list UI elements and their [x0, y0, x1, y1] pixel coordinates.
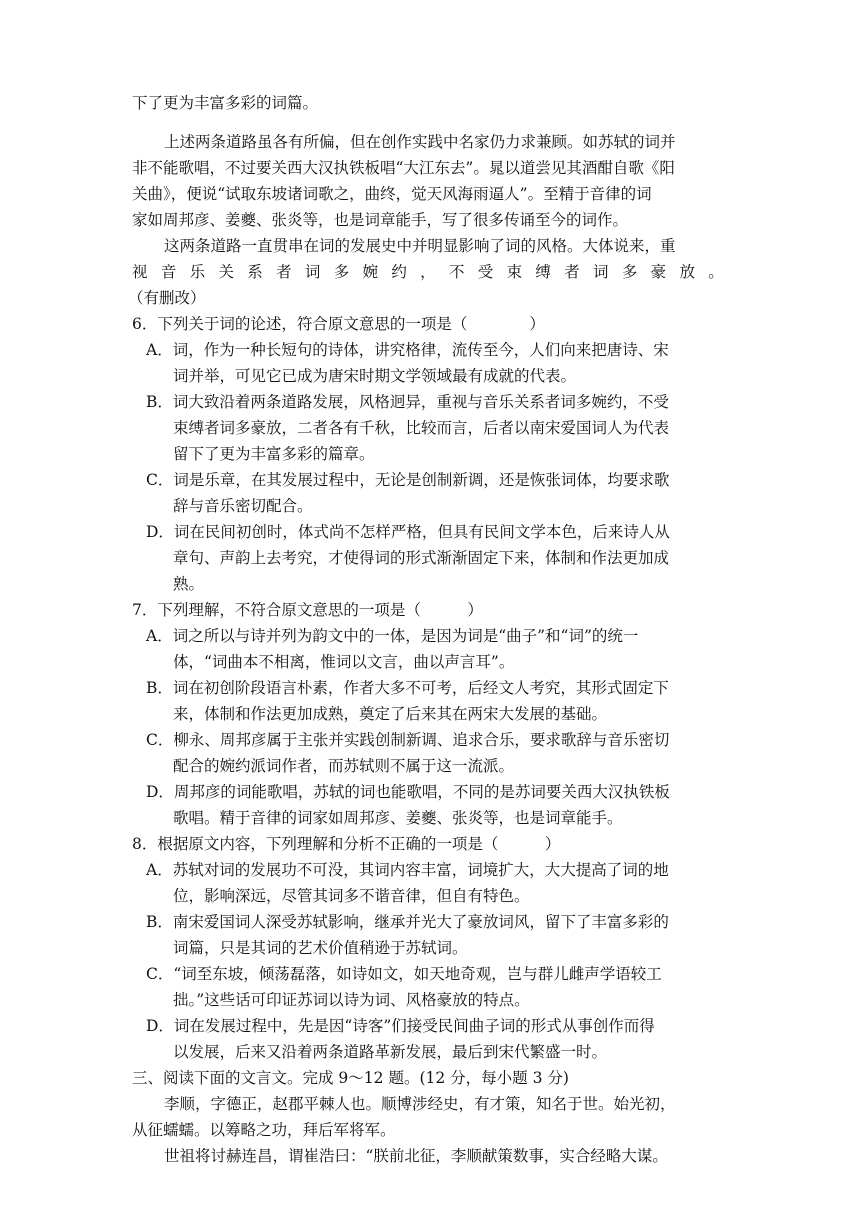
q7-option-d: D．周邦彦的词能歌唱，苏轼的词也能歌唱，不同的是苏词要关西大汉执铁板 — [146, 783, 670, 801]
q8-option-b: B．南宋爱国词人深受苏轼影响，继承并光大了豪放词风，留下了丰富多彩的 — [146, 913, 669, 931]
q8-option-b-cont: 词篇，只是其词的艺术价值稍逊于苏轼词。 — [173, 939, 468, 957]
q8-option-d: D．词在发展过程中，先是因“诗客”们接受民间曲子词的形式从事创作而得 — [146, 1017, 655, 1035]
char: 不 — [448, 263, 465, 281]
q7-option-c: C．柳永、周邦彦属于主张并实践创制新调、追求合乐，要求歌辞与音乐密切 — [146, 731, 670, 749]
q7-option-b: B．词在初创阶段语言朴素，作者大多不可考，后经文人考究，其形式固定下 — [146, 679, 669, 697]
passage-line: 关曲》，便说“试取东坡诸词歌之，曲终，觉天风海雨逼人”。至精于音律的词 — [132, 185, 652, 203]
passage-line: 家如周邦彦、姜夔、张炎等，也是词章能手，写了很多传诵至今的词作。 — [132, 211, 629, 229]
char: 。 — [708, 263, 724, 281]
q8-option-a: A．苏轼对词的发展功不可没，其词内容丰富，词境扩大，大大提高了词的地 — [146, 861, 669, 879]
question-8-stem: 8．根据原文内容，下列理解和分析不正确的一项是（ ） — [132, 835, 561, 853]
char: 者 — [276, 263, 292, 281]
char: 约 — [391, 263, 407, 281]
q6-option-d-cont: 熟。 — [173, 575, 205, 593]
q6-option-b-cont: 留下了更为丰富多彩的篇章。 — [173, 445, 375, 463]
source-note: （有删改） — [128, 289, 206, 307]
classical-passage-line: 世祖将讨赫连昌，谓崔浩曰：“朕前北征，李顺献策数事，实合经略大谋。 — [164, 1147, 668, 1165]
q6-option-b-cont: 束缚者词多豪放，二者各有千秋，比较而言，后者以南宋爱国词人为代表 — [173, 419, 670, 437]
passage-line: 非不能歌唱，不过要关西大汉执铁板唱“大江东去”。晁以道尝见其酒酣自歌《阳 — [132, 159, 675, 177]
q8-option-c: C．“词至东坡，倾荡磊落，如诗如文，如天地奇观，岂与群儿雌声学语较工 — [146, 965, 662, 983]
classical-passage-line: 李顺，字德正，赵郡平棘人也。顺博涉经史，有才策，知名于世。始光初， — [164, 1095, 676, 1113]
passage-line: 上述两条道路虽各有所偏，但在创作实践中名家仍力求兼顾。如苏轼的词并 — [164, 133, 676, 151]
char: 受 — [477, 263, 494, 281]
passage-line: 这两条道路一直贯串在词的发展史中并明显影响了词的风格。大体说来，重 — [164, 237, 676, 255]
question-7-stem: 7．下列理解，不符合原文意思的一项是（ ） — [132, 601, 483, 619]
char: 婉 — [362, 263, 379, 281]
char: 系 — [247, 263, 263, 281]
classical-passage-line: 从征蠕蠕。以筹略之功，拜后军将军。 — [132, 1121, 396, 1139]
q7-option-b-cont: 来，体制和作法更加成熟，奠定了后来其在两宋大发展的基础。 — [173, 705, 608, 723]
q7-option-a-cont: 体，“词曲本不相离，惟词以文言，曲以声言耳”。 — [173, 653, 515, 671]
char: 束 — [506, 263, 523, 281]
char: 词 — [593, 263, 609, 281]
char: 音 — [160, 263, 177, 281]
char: 放 — [679, 263, 695, 281]
q8-option-c-cont: 拙。”这些话可印证苏词以诗为词、风格豪放的特点。 — [173, 991, 530, 1009]
char: 多 — [621, 263, 638, 281]
char: 者 — [564, 263, 580, 281]
char: 乐 — [189, 263, 206, 281]
char: 豪 — [650, 263, 667, 281]
q6-option-a: A．词，作为一种长短句的诗体，讲究格律，流传至今，人们向来把唐诗、宋 — [146, 341, 669, 359]
q7-option-d-cont: 歌唱。精于音律的词家如周邦彦、姜夔、张炎等，也是词章能手。 — [173, 809, 623, 827]
q6-option-a-cont: 词并举，可见它已成为唐宋时期文学领域最有成就的代表。 — [173, 367, 577, 385]
q6-option-d: D．词在民间初创时，体式尚不怎样严格，但具有民间文学本色，后来诗人从 — [146, 523, 670, 541]
q8-option-d-cont: 以发展，后来又沿着两条道路革新发展，最后到宋代繁盛一时。 — [173, 1043, 608, 1061]
char: 缚 — [535, 263, 551, 281]
char: 视 — [132, 263, 148, 281]
char: 多 — [333, 263, 350, 281]
q6-option-b: B．词大致沿着两条道路发展，风格迥异，重视与音乐关系者词多婉约，不受 — [146, 393, 669, 411]
char: ， — [420, 263, 436, 281]
char: 词 — [304, 263, 321, 281]
q8-option-a-cont: 位，影响深远，尽管其词多不谐音律，但自有特色。 — [173, 887, 530, 905]
passage-justified-line — [132, 259, 724, 285]
q6-option-d-cont: 章句、声韵上去考究，才使得词的形式渐渐固定下来，体制和作法更加成 — [173, 549, 670, 567]
q7-option-c-cont: 配合的婉约派词作者，而苏轼则不属于这一流派。 — [173, 757, 515, 775]
passage-line: 下了更为丰富多彩的词篇。 — [132, 94, 319, 112]
char: 关 — [218, 263, 234, 281]
q7-option-a: A．词之所以与诗并列为韵文中的一体，是因为词是“曲子”和“词”的统一 — [146, 627, 639, 645]
section-3-heading: 三、阅读下面的文言文。完成 9～12 题。(12 分，每小题 3 分) — [132, 1069, 569, 1087]
question-6-stem: 6．下列关于词的论述，符合原文意思的一项是（ ） — [132, 315, 545, 333]
q6-option-c-cont: 辞与音乐密切配合。 — [173, 497, 313, 515]
q6-option-c: C．词是乐章，在其发展过程中，无论是创制新调，还是恢张词体，均要求歌 — [146, 471, 670, 489]
